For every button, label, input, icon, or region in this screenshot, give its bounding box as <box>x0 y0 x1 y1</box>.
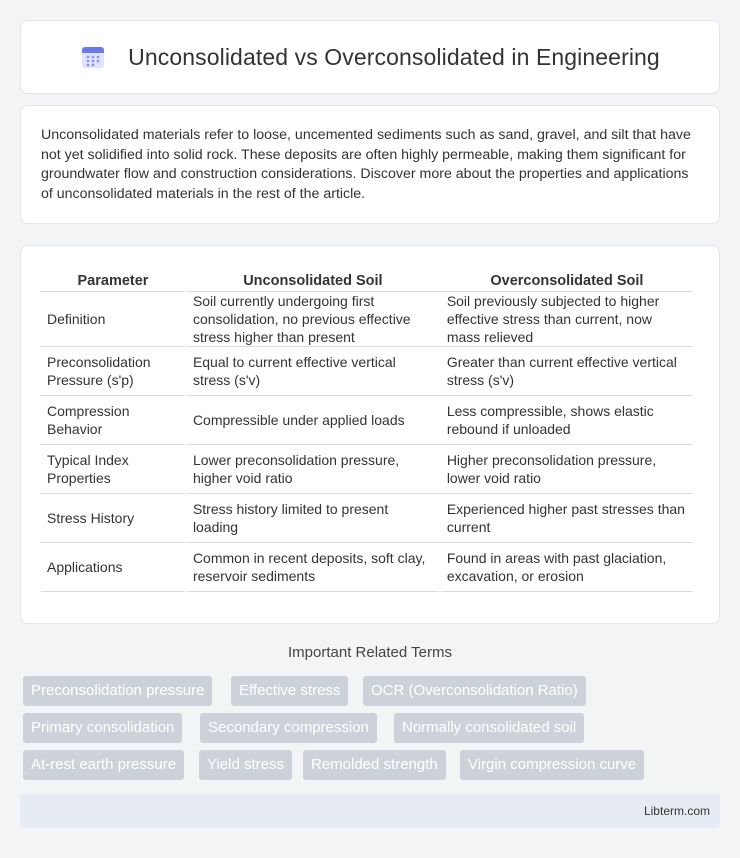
related-term-tag[interactable]: At-rest earth pressure <box>23 750 184 780</box>
cell-overconsolidated: Higher preconsolidation pressure, lower void ratio <box>441 445 693 494</box>
cell-parameter: Compression Behavior <box>41 396 185 445</box>
cell-parameter: Definition <box>41 292 185 347</box>
table-row <box>41 292 693 347</box>
cell-parameter: Stress History <box>41 494 185 543</box>
related-term-tag[interactable]: Primary consolidation <box>23 713 182 743</box>
table-header-row <box>41 264 693 292</box>
cell-overconsolidated: Greater than current effective vertical stress (s'v) <box>441 347 693 396</box>
cell-overconsolidated: Experienced higher past stresses than current <box>441 494 693 543</box>
cell-unconsolidated: Stress history limited to present loading <box>187 494 439 543</box>
related-term-tag[interactable]: Normally consolidated soil <box>394 713 584 743</box>
footer <box>20 794 720 828</box>
table-row <box>41 445 693 494</box>
cell-parameter: Applications <box>41 543 185 592</box>
related-term-tag[interactable]: Effective stress <box>231 676 348 706</box>
cell-unconsolidated: Compressible under applied loads <box>187 396 439 445</box>
table-row <box>41 543 693 592</box>
intro-paragraph: Unconsolidated materials refer to loose, uncemented sediments such as sand, gravel, and silt that have not yet solidified into solid rock. These deposits are often highly permeable, making them significant for groundwater flow and construction considerations. Discover more about the properties and applications of unconsolidated materials in the rest of the article. <box>41 127 691 202</box>
comparison-card <box>20 245 720 624</box>
header-overconsolidated: Overconsolidated Soil <box>441 264 693 292</box>
header-parameter: Parameter <box>41 264 185 292</box>
title-card <box>20 20 720 94</box>
related-term-tag[interactable]: Virgin compression curve <box>460 750 644 780</box>
page-title: Unconsolidated vs Overconsolidated in Engineering <box>128 43 660 70</box>
related-term-tag[interactable]: OCR (Overconsolidation Ratio) <box>363 676 586 706</box>
table-row <box>41 396 693 445</box>
table-row <box>41 347 693 396</box>
cell-parameter: Typical Index Properties <box>41 445 185 494</box>
intro-card <box>20 105 720 224</box>
comparison-table <box>39 264 695 592</box>
cell-overconsolidated: Found in areas with past glaciation, excavation, or erosion <box>441 543 693 592</box>
cell-unconsolidated: Common in recent deposits, soft clay, reservoir sediments <box>187 543 439 592</box>
cell-parameter: Preconsolidation Pressure (s'p) <box>41 347 185 396</box>
cell-overconsolidated: Less compressible, shows elastic rebound if unloaded <box>441 396 693 445</box>
calendar-icon <box>80 44 106 70</box>
related-term-tag[interactable]: Yield stress <box>199 750 292 780</box>
related-term-tag[interactable]: Preconsolidation pressure <box>23 676 212 706</box>
header-unconsolidated: Unconsolidated Soil <box>187 264 439 292</box>
table-row <box>41 494 693 543</box>
related-term-tag[interactable]: Secondary compression <box>200 713 377 743</box>
cell-unconsolidated: Soil currently undergoing first consolidation, no previous effective stress higher than present <box>187 292 439 347</box>
related-term-tag[interactable]: Remolded strength <box>303 750 446 780</box>
footer-brand[interactable]: Libterm.com <box>643 804 710 818</box>
cell-unconsolidated: Equal to current effective vertical stress (s'v) <box>187 347 439 396</box>
cell-overconsolidated: Soil previously subjected to higher effective stress than current, now mass relieved <box>441 292 693 347</box>
cell-unconsolidated: Lower preconsolidation pressure, higher void ratio <box>187 445 439 494</box>
related-terms-title: Important Related Terms <box>288 644 452 661</box>
